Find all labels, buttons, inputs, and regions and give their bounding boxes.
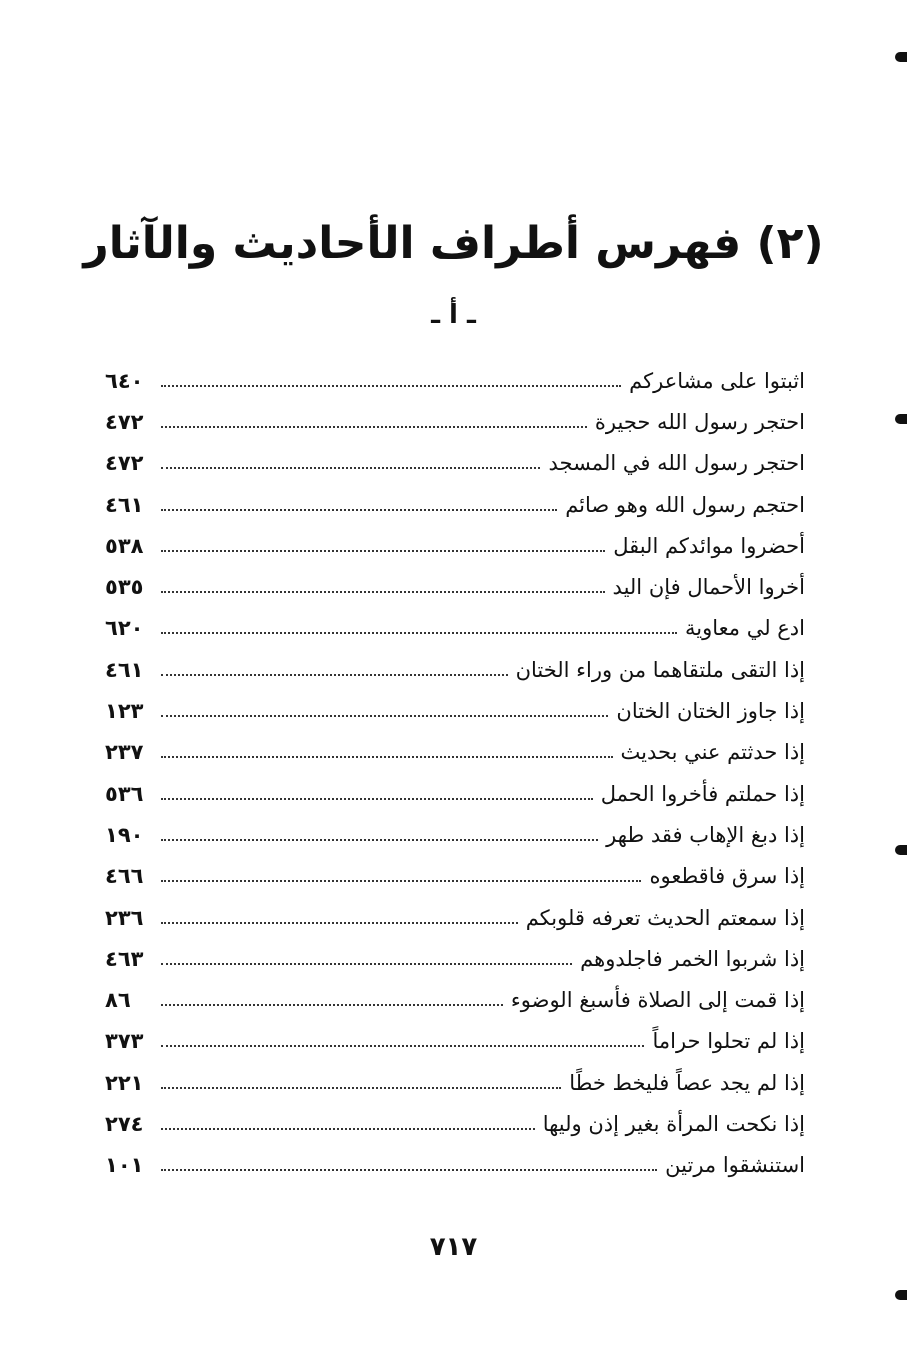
entry-text: إذا قمت إلى الصلاة فأسبغ الوضوء <box>510 988 805 1013</box>
entry-text: إذا حدثتم عني بحديث <box>620 740 805 765</box>
entry-page-number: ١٩٠ <box>105 822 144 847</box>
dot-leader <box>161 550 605 552</box>
dot-leader <box>161 591 605 593</box>
scan-edge-mark <box>895 414 907 424</box>
index-entry <box>105 1062 805 1103</box>
entry-text: إذا سمعتم الحديث تعرفه قلوبكم <box>525 905 805 930</box>
dot-leader <box>161 922 518 924</box>
entry-text: إذا نكحت المرأة بغير إذن وليها <box>542 1111 805 1136</box>
entry-text: إذا سرق فاقطعوه <box>649 864 805 889</box>
entry-page-number: ٦٢٠ <box>105 616 144 641</box>
scan-edge-mark <box>895 1290 907 1300</box>
entry-page-number: ٢٣٧ <box>105 740 144 765</box>
index-entry <box>105 856 805 897</box>
index-entry <box>105 566 805 607</box>
entry-page-number: ٣٧٣ <box>105 1029 144 1054</box>
entry-text: أحضروا موائدكم البقل <box>613 533 805 558</box>
index-entry <box>105 401 805 442</box>
dot-leader <box>161 963 572 965</box>
entry-text: إذا لم تحلوا حراماً <box>652 1029 805 1054</box>
index-entry <box>105 1145 805 1186</box>
dot-leader <box>161 798 593 800</box>
entry-page-number: ٨٦ <box>105 988 131 1013</box>
index-entry <box>105 814 805 855</box>
entry-text: احتجر رسول الله حجيرة <box>594 409 805 434</box>
entry-page-number: ٤٧٢ <box>105 451 144 476</box>
entry-text: إذا التقى ملتقاهما من وراء الختان <box>515 657 805 682</box>
dot-leader <box>161 1045 644 1047</box>
entry-page-number: ١٠١ <box>105 1153 144 1178</box>
entry-text: ادع لي معاوية <box>685 616 805 641</box>
dot-leader <box>161 674 508 676</box>
index-entry <box>105 608 805 649</box>
index-entry <box>105 484 805 525</box>
index-entry <box>105 732 805 773</box>
scan-edge-mark <box>895 52 907 62</box>
entry-page-number: ٥٣٦ <box>105 781 144 806</box>
entry-text: استنشقوا مرتين <box>665 1153 805 1178</box>
entry-page-number: ٥٣٥ <box>105 575 144 600</box>
entry-text: إذا شربوا الخمر فاجلدوهم <box>580 946 805 971</box>
dot-leader <box>161 467 540 469</box>
entry-page-number: ١٢٣ <box>105 699 144 724</box>
entry-page-number: ٥٣٨ <box>105 533 144 558</box>
entry-page-number: ٤٦١ <box>105 657 144 682</box>
page-title: (٢) فهرس أطراف الأحاديث والآثار <box>83 218 824 269</box>
section-heading: ـ أ ـ <box>431 300 476 330</box>
dot-leader <box>161 426 587 428</box>
entry-text: إذا حملتم فأخروا الحمل <box>600 781 805 806</box>
index-entry <box>105 1021 805 1062</box>
entry-page-number: ٤٦٣ <box>105 946 144 971</box>
dot-leader <box>161 880 641 882</box>
entry-text: إذا لم يجد عصاً فليخط خطًا <box>569 1070 805 1095</box>
index-entry <box>105 897 805 938</box>
dot-leader <box>161 385 621 387</box>
dot-leader <box>161 632 677 634</box>
scan-edge-mark <box>895 845 907 855</box>
dot-leader <box>161 715 608 717</box>
entry-page-number: ٢٣٦ <box>105 905 144 930</box>
page-number: ٧١٧ <box>429 1232 478 1262</box>
dot-leader <box>161 1087 561 1089</box>
index-entry <box>105 1103 805 1144</box>
dot-leader <box>161 1128 535 1130</box>
entry-page-number: ٤٧٢ <box>105 409 144 434</box>
dot-leader <box>161 839 598 841</box>
entry-text: اثبتوا على مشاعركم <box>629 368 805 393</box>
entry-text: إذا جاوز الختان الختان <box>616 699 805 724</box>
index-list <box>105 360 805 1186</box>
index-entry <box>105 773 805 814</box>
index-entry <box>105 690 805 731</box>
dot-leader <box>161 509 557 511</box>
dot-leader <box>161 1169 657 1171</box>
entry-page-number: ٤٦٦ <box>105 864 144 889</box>
entry-page-number: ٢٢١ <box>105 1070 144 1095</box>
dot-leader <box>161 756 613 758</box>
index-entry <box>105 649 805 690</box>
dot-leader <box>161 1004 503 1006</box>
entry-text: إذا دبغ الإهاب فقد طهر <box>606 822 805 847</box>
entry-page-number: ٢٧٤ <box>105 1111 144 1136</box>
index-entry <box>105 360 805 401</box>
index-entry <box>105 443 805 484</box>
entry-page-number: ٤٦١ <box>105 492 144 517</box>
entry-text: احتجر رسول الله في المسجد <box>548 451 805 476</box>
entry-page-number: ٦٤٠ <box>105 368 144 393</box>
index-entry <box>105 938 805 979</box>
index-entry <box>105 979 805 1020</box>
entry-text: أخروا الأحمال فإن اليد <box>612 575 805 600</box>
entry-text: احتجم رسول الله وهو صائم <box>565 492 805 517</box>
index-entry <box>105 525 805 566</box>
